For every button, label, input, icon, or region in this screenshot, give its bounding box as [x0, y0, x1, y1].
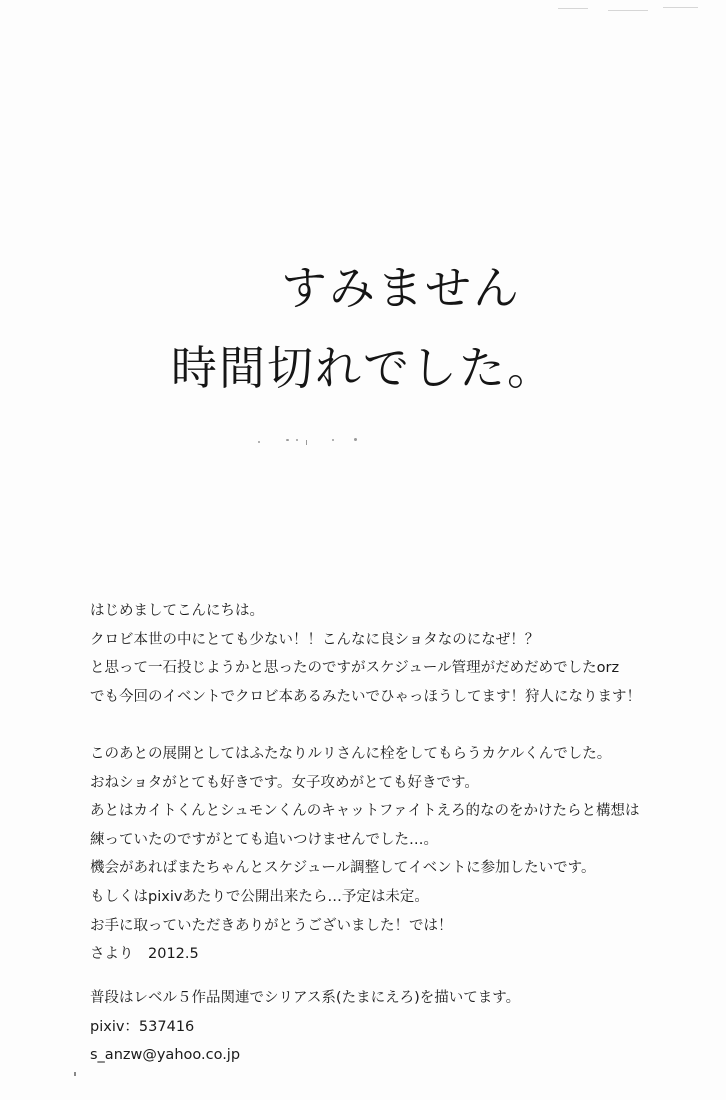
speck — [258, 441, 260, 443]
scan-mark — [558, 8, 588, 9]
speck — [306, 440, 307, 445]
scan-speck — [74, 1072, 76, 1076]
speck — [286, 439, 289, 441]
text-line: と思って一石投じようかと思ったのですがスケジュール管理がだめだめでしたorz — [90, 660, 620, 677]
scan-edge-marks — [548, 4, 708, 18]
text-line: このあとの展開としてはふたなりルリさんに栓をしてもらうカケルくんでした。 — [90, 746, 612, 762]
speck — [354, 438, 357, 441]
afterword-paragraph-1 — [90, 597, 710, 711]
speck — [296, 439, 298, 441]
text-line: 普段はレベル５作品関連でシリアス系(たまにえろ)を描いてます。 — [90, 990, 521, 1006]
text-line: おねショタがとても好きです。女子攻めがとても好きです。 — [90, 774, 479, 791]
scan-mark — [608, 10, 648, 11]
scan-specks — [250, 436, 370, 446]
text-line: 機会があればまたちゃんとスケジュール調整してイベントに参加したいです。 — [90, 860, 596, 877]
headline-line-2: 時間切れでした。 — [171, 341, 555, 395]
text-line: あとはカイトくんとシュモンくんのキャットファイトえろ的なのをかけたらと構想は — [90, 803, 640, 820]
afterword-paragraph-2 — [90, 740, 710, 969]
text-line: はじめましてこんにちは。 — [90, 603, 264, 619]
text-line: もしくはpixivあたりで公開出来たら…予定は未定。 — [90, 888, 429, 905]
headline-line-1: すみません — [281, 261, 521, 315]
pixiv-id: pixiv：537416 — [90, 1018, 195, 1035]
signature-line: さより 2012.5 — [90, 946, 199, 963]
text-line: クロビ本世の中にとても少ない！！こんなに良ショタなのになぜ！？ — [90, 631, 540, 648]
scan-mark — [663, 7, 698, 8]
text-line: お手に取っていただきありがとうございました！では！ — [90, 917, 453, 934]
email-address: s_anzw@yahoo.co.jp — [90, 1047, 241, 1064]
text-line: 練っていたのですがとても追いつけませんでした…。 — [90, 831, 438, 848]
text-line: でも今回のイベントでクロビ本あるみたいでひゃっほうしてます！狩人になります！ — [90, 688, 641, 705]
speck — [332, 439, 334, 441]
afterword-contact — [90, 984, 710, 1070]
